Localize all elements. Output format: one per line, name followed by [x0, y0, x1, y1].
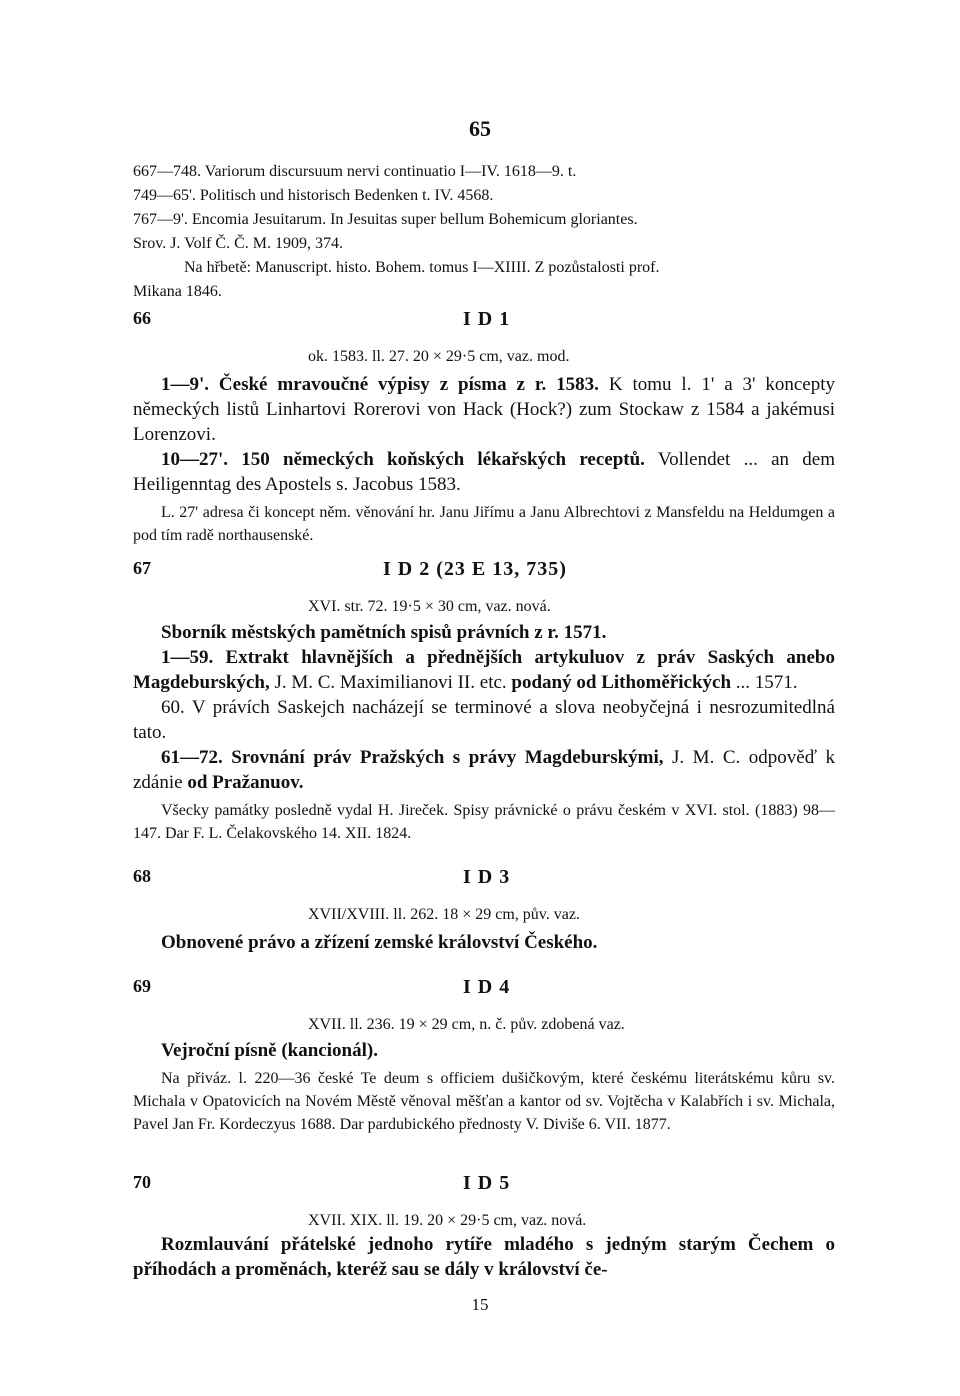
bold-run: Obnovené právo a zřízení zemské království Českého. — [161, 932, 598, 953]
intro-line: Na hřbetě: Manuscript. histo. Bohem. tomus I—XIIII. Z pozůstalosti prof. — [184, 259, 660, 276]
text-run: ... 1571. — [731, 672, 798, 693]
footer-signature-mark: 15 — [471, 1295, 489, 1314]
intro-line: 667—748. Variorum discursuum nervi continuatio I—IV. 1618—9. t. — [133, 163, 577, 180]
entry-number: 66 — [133, 308, 151, 328]
text-run: Vollendet ... an dem Heiligenntag des Apostels s. Jacobus 1583. — [133, 449, 835, 495]
entry-body — [133, 620, 835, 845]
intro-line: 749—65'. Politisch und historisch Bedenken t. IV. 4568. — [133, 187, 494, 204]
shelf-signature: I D 2 (23 E 13, 735) — [383, 558, 567, 580]
intro-line: Mikana 1846. — [133, 283, 222, 300]
entry-number: 68 — [133, 866, 151, 886]
entry-title — [133, 1232, 835, 1282]
entry-title — [133, 620, 835, 645]
intro-line: Srov. J. Volf Č. Č. M. 1909, 374. — [133, 235, 343, 252]
bold-run: Vejroční písně (kancionál). — [161, 1040, 378, 1061]
text-run: J. M. C. Maximilianovi II. etc. — [269, 672, 512, 693]
shelf-signature: I D 4 — [463, 976, 511, 998]
entry-body — [133, 1232, 835, 1282]
bold-run: 1—9'. České mravoučné výpisy z písma z r. 1583. — [161, 374, 599, 395]
bold-run: podaný od Lithoměřických — [511, 672, 732, 693]
entry-paragraph: 60. V právích Saskejch nacházejí se terminové a slova neobyčejná i nesrozumitedlná tato. — [133, 697, 835, 743]
bold-run: Rozmlauvání přátelské jednoho rytíře mladého s jedným starým Čechem o příhodách a proměnách, kteréž sau se dály v království če- — [133, 1234, 835, 1280]
entry-meta: XVII. ll. 236. 19 × 29 cm, n. č. pův. zdobená vaz. — [308, 1016, 625, 1033]
bold-run: 1—59. Extrakt hlavnějších a přednějších artykuluov z práv Saských anebo Magdeburských, — [133, 647, 835, 693]
entry-body — [133, 930, 835, 955]
entry-body — [133, 1038, 835, 1136]
entry-meta: XVII. XIX. ll. 19. 20 × 29·5 cm, vaz. nová. — [308, 1212, 587, 1229]
bold-run: 10—27'. 150 německých koňských lékařských receptů. — [161, 449, 645, 470]
entry-note: Všecky památky posledně vydal H. Jireček. Spisy právnické o právu českém v XVI. stol. (1883) 98—147. Dar F. L. Čelakovského 14. XII. 1824. — [133, 802, 835, 842]
entry-meta: ok. 1583. ll. 27. 20 × 29·5 cm, vaz. mod. — [308, 348, 570, 365]
intro-line: 767—9'. Encomia Jesuitarum. In Jesuitas super bellum Bohemicum gloriantes. — [133, 211, 638, 228]
entry-number: 70 — [133, 1172, 151, 1192]
entry-number: 67 — [133, 558, 151, 578]
page-number: 65 — [469, 116, 491, 141]
shelf-signature: I D 1 — [463, 308, 511, 330]
bold-run: Sborník městských pamětních spisů právních z r. 1571. — [161, 622, 607, 643]
entry-meta: XVII/XVIII. ll. 262. 18 × 29 cm, pův. vaz. — [308, 906, 580, 923]
text-run: J. M. C. odpověď k zdánie — [133, 747, 835, 793]
entry-title — [133, 1038, 835, 1063]
bold-run: 61—72. Srovnání práv Pražských s právy Magdeburskými, — [161, 747, 664, 768]
entry-number: 69 — [133, 976, 151, 996]
entry-note: Na přiváz. l. 220—36 české Te deum s officiem dušičkovým, které českému literátskému kůru sv. Michala v Opatovicích na Novém Městě věnoval měšťan a kantor od sv. Vojtěcha v Kalabřích i sv. Michala, Pavel Jan Fr. Kordeczyus 1688. Dar pardubického přednosty V. Diviše 6. VII. 1877. — [133, 1070, 835, 1133]
entry-paragraph — [133, 745, 835, 795]
intro-block — [133, 160, 833, 304]
bold-run: od Pražanuov. — [187, 772, 304, 793]
shelf-signature: I D 5 — [463, 1172, 511, 1194]
entry-meta: XVI. str. 72. 19·5 × 30 cm, vaz. nová. — [308, 598, 551, 615]
entry-paragraph — [133, 447, 835, 497]
entry-paragraph — [133, 645, 835, 695]
entry-body — [133, 372, 835, 547]
entry-title — [133, 930, 835, 955]
text-run: K tomu l. 1' a 3' koncepty německých listů Linhartovi Rorerovi von Hack (Hock?) zum Stockaw z 1584 a jakémusi Lorenzovi. — [133, 374, 835, 445]
entry-note: L. 27' adresa či koncept něm. věnování hr. Janu Jiřímu a Janu Albrechtovi z Mansfeldu na Heldumgen a pod tím radě northausenské. — [133, 504, 835, 544]
shelf-signature: I D 3 — [463, 866, 511, 888]
entry-paragraph — [133, 372, 835, 447]
